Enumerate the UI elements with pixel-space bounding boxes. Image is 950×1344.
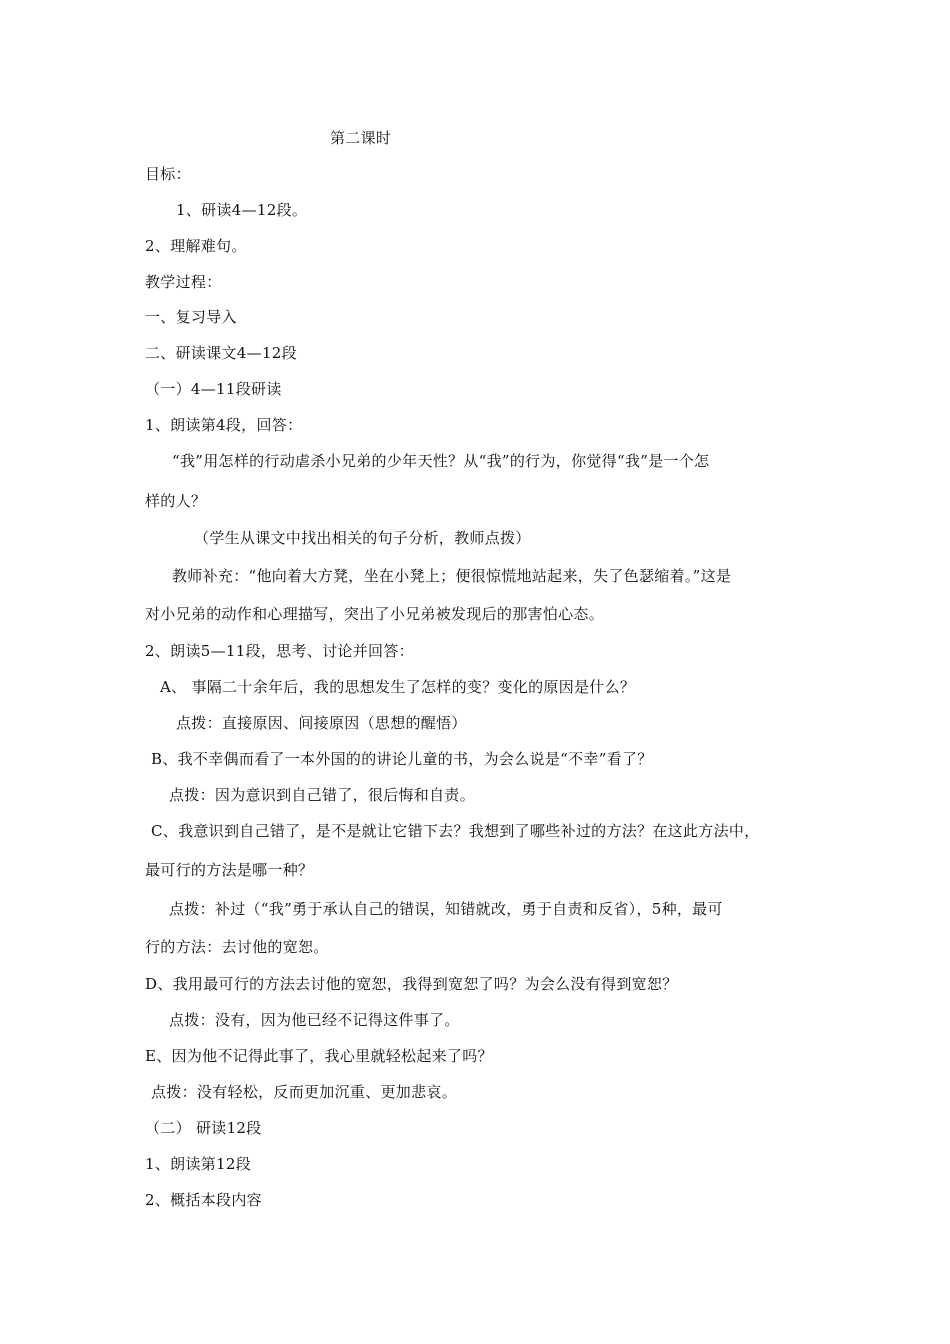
task-summarize: 2、概括本段内容 [145, 1191, 262, 1209]
hint-a: 点拨：直接原因、间接原因（思想的醒悟） [176, 714, 467, 732]
hint-c-line-2: 行的方法：去讨他的宽恕。 [145, 938, 329, 956]
hint-d: 点拨：没有，因为他已经不记得这件事了。 [169, 1011, 460, 1029]
hint-e: 点拨：没有轻松，反而更加沉重、更加悲哀。 [151, 1083, 458, 1101]
objective-1: 1、研读4—12段。 [176, 201, 308, 219]
question-d: D、我用最可行的方法去讨他的宽恕，我得到宽恕了吗？为会么没有得到宽恕？ [145, 975, 678, 993]
question-1-line-2: 样的人？ [145, 492, 207, 510]
question-1-line-1: “我”用怎样的行动虐杀小兄弟的少年天性？从“我”的行为，你觉得“我”是一个怎 [172, 452, 710, 470]
objective-2: 2、理解难句。 [145, 237, 247, 255]
process-heading: 教学过程： [145, 273, 222, 291]
section-review: 一、复习导入 [145, 308, 237, 326]
student-note: （学生从课文中找出相关的句子分析，教师点拨） [194, 529, 531, 547]
question-e: E、因为他不记得此事了，我心里就轻松起来了吗？ [145, 1047, 493, 1065]
hint-b: 点拨：因为意识到自己错了，很后悔和自责。 [169, 786, 476, 804]
question-c-line-1: C、我意识到自己错了，是不是就让它错下去？我想到了哪些补过的方法？在这此方法中， [151, 822, 760, 840]
question-a: A、 事隔二十余年后，我的思想发生了怎样的变？变化的原因是什么？ [160, 678, 636, 696]
task-read-12: 1、朗读第12段 [145, 1155, 252, 1173]
subsection-one: （一）4—11段研读 [145, 380, 282, 398]
teacher-supplement-line-2: 对小兄弟的动作和心理描写，突出了小兄弟被发现后的那害怕心态。 [145, 605, 605, 623]
question-b: B、我不幸偶而看了一本外国的的讲论儿童的书，为会么说是“不幸”看了？ [151, 750, 653, 768]
lesson-title: 第二课时 [330, 129, 392, 147]
objectives-heading: 目标： [145, 165, 191, 183]
hint-c-line-1: 点拨：补过（“我”勇于承认自己的错误，知错就改，勇于自责和反省），5种，最可 [169, 900, 723, 918]
task-2: 2、朗读5—11段，思考、讨论并回答： [145, 642, 414, 660]
section-study: 二、研读课文4—12段 [145, 344, 297, 362]
task-1: 1、朗读第4段，回答： [145, 416, 303, 434]
subsection-two: （二） 研读12段 [145, 1119, 262, 1137]
teacher-supplement-line-1: 教师补充：“他向着大方凳，坐在小凳上；便很惊慌地站起来，失了色瑟缩着。”这是 [172, 567, 732, 585]
question-c-line-2: 最可行的方法是哪一种？ [145, 861, 314, 879]
